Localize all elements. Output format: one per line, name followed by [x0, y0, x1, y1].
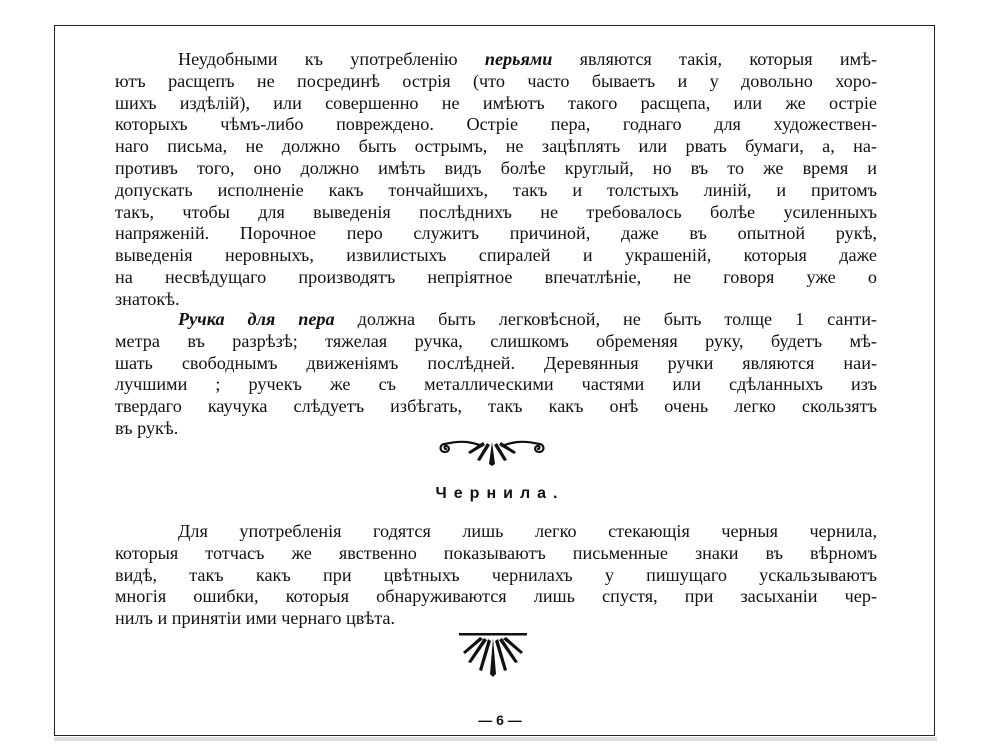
text-segment: въ рукѣ.	[115, 417, 179, 438]
paragraph-ink	[115, 521, 877, 630]
text-segment: видѣ, такъ какъ при цвѣтныхъ чернилахъ у пишущаго ускальзываютъ	[115, 564, 877, 585]
text-segment: твердаго каучука слѣдуетъ избѣгать, такъ какъ онѣ очень легко скользятъ	[115, 396, 877, 417]
text-line	[115, 71, 877, 93]
text-segment: лучшими ; ручекъ же съ металлическими частями или сдѣланныхъ изъ	[115, 374, 877, 395]
text-segment: Для употребленія годятся лишь легко стекающія черныя чернила,	[178, 521, 877, 541]
emphasized-term: Ручка для пера	[178, 309, 335, 329]
text-segment: метра въ разрѣзѣ; тяжелая ручка, слишкомъ обременяя руку, будетъ мѣ-	[115, 330, 877, 351]
text-segment: допускать исполненіе какъ тончайшихъ, такъ и толстыхъ линій, и притомъ	[115, 179, 877, 200]
text-segment: противъ того, оно должно имѣть видъ болѣе круглый, но въ то же время и	[115, 157, 877, 178]
text-line	[115, 353, 877, 375]
scan-edge	[54, 737, 937, 741]
text-line	[115, 202, 877, 224]
text-segment: знатокѣ.	[115, 288, 180, 309]
text-line	[115, 223, 877, 245]
paragraph-pens	[115, 49, 877, 311]
text-line	[115, 396, 877, 418]
text-segment: которыхъ чѣмъ-либо повреждено. Остріе пера, годнаго для художествен-	[115, 114, 877, 135]
text-line	[115, 289, 877, 311]
text-line	[115, 565, 877, 587]
text-segment: наго письма, не должно быть острымъ, не зацѣплять или рвать бумаги, а, на-	[115, 136, 877, 157]
text-segment: должна быть легковѣсной, не быть толще 1 санти-	[334, 309, 877, 329]
text-segment: ютъ расщепъ не посрединѣ острія (что часто бываетъ и у довольно хоро-	[115, 70, 877, 91]
text-segment: многія ошибки, которыя обнаруживаются лишь спустя, при засыханіи чер-	[115, 586, 877, 607]
text-segment: напряженій. Порочное перо служитъ причиной, даже въ опытной рукѣ,	[115, 223, 877, 244]
text-line	[115, 245, 877, 267]
text-line	[115, 158, 877, 180]
text-segment: выведенія неровныхъ, извилистыхъ спиралей и украшеній, которыя даже	[115, 245, 877, 266]
text-line	[115, 331, 877, 353]
text-line	[115, 180, 877, 202]
ornament-tailpiece-icon	[459, 630, 527, 678]
paragraph-pen-holder	[115, 309, 877, 440]
text-segment: которыя тотчасъ же явственно показываютъ письменные знаки въ вѣрномъ	[115, 542, 877, 563]
text-segment: такъ, чтобы для выведенія послѣднихъ не требовалось болѣе усиленныхъ	[115, 201, 877, 222]
text-line	[115, 267, 877, 289]
text-line	[115, 49, 877, 71]
text-segment: шихъ издѣлій), или совершенно не имѣютъ такого расщепа, или же остріе	[115, 92, 877, 113]
text-segment: на несвѣдущаго производятъ непріятное впечатлѣніе, не говоря уже о	[115, 266, 877, 287]
text-segment: являются такія, которыя имѣ-	[552, 49, 878, 69]
page-number: — 6 —	[478, 712, 522, 728]
section-heading-ink: Чернила.	[435, 485, 565, 502]
ornament-divider-icon	[437, 430, 547, 468]
text-segment: шать свободнымъ движеніямъ послѣдней. Деревянныя ручки являются наи-	[115, 352, 877, 373]
text-line	[115, 586, 877, 608]
text-line	[115, 543, 877, 565]
text-line	[115, 608, 877, 630]
text-segment: нилъ и принятіи ими чернаго цвѣта.	[115, 608, 395, 629]
text-line	[115, 93, 877, 115]
text-line	[115, 521, 877, 543]
text-line	[115, 114, 877, 136]
text-segment: Неудобными къ употребленію	[178, 49, 485, 69]
text-line	[115, 136, 877, 158]
emphasized-term: перьями	[484, 49, 553, 69]
text-line	[115, 374, 877, 396]
text-line	[115, 309, 877, 331]
